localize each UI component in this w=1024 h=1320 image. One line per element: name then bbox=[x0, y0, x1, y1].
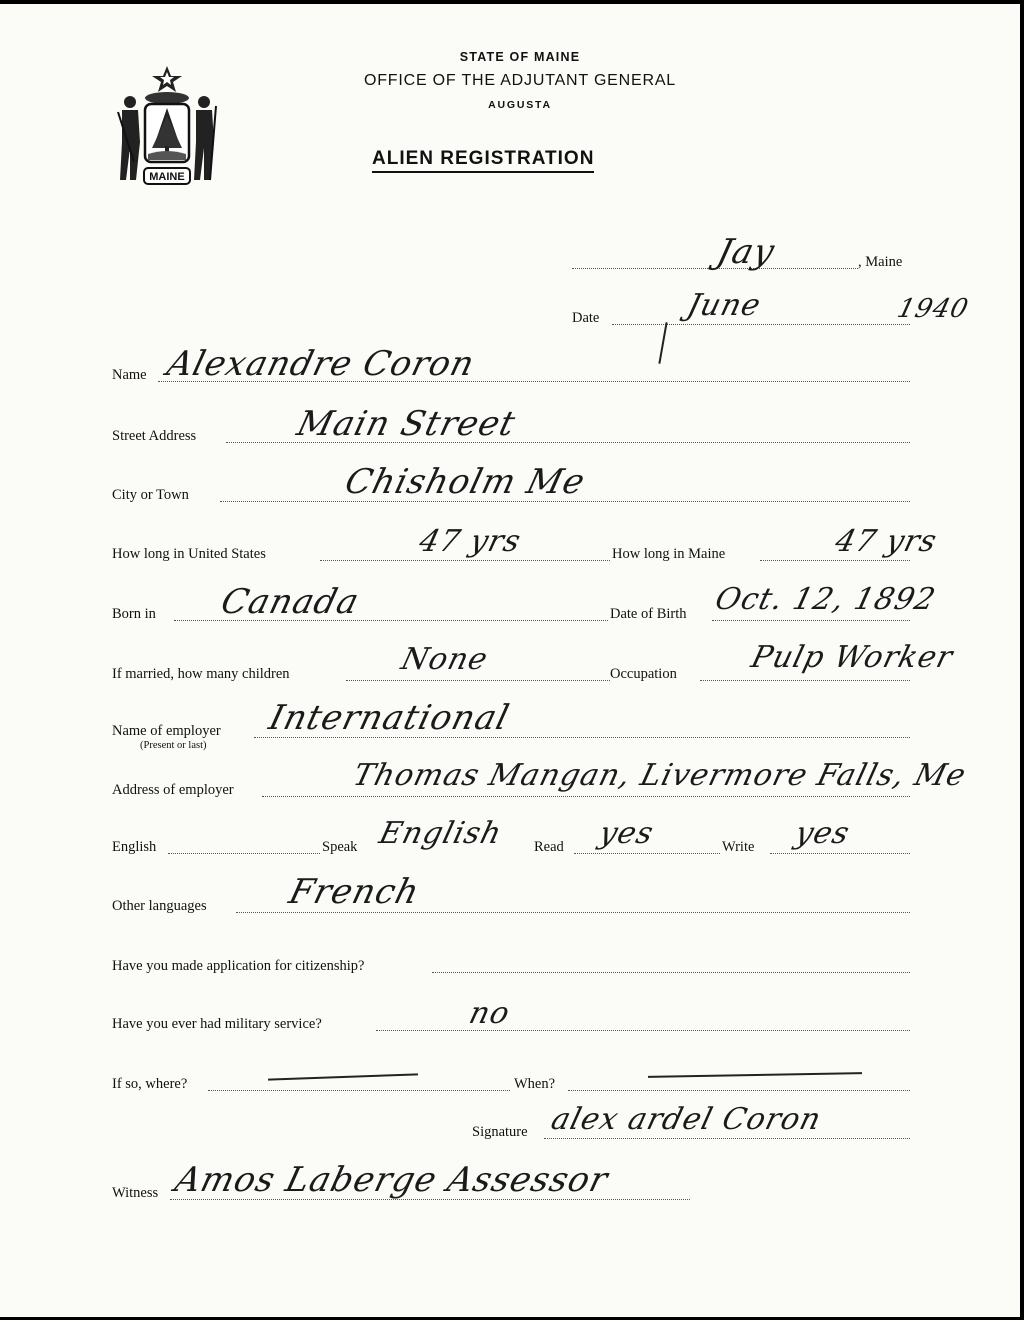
born-label: Born in bbox=[112, 606, 156, 622]
citizenship-label: Have you made application for citizenship? bbox=[112, 958, 365, 974]
where-dash bbox=[268, 1073, 418, 1080]
date-stroke bbox=[658, 322, 667, 364]
witness-label: Witness bbox=[112, 1185, 159, 1201]
other-languages-value: French bbox=[285, 872, 424, 912]
us-line bbox=[320, 560, 610, 561]
maine-label: How long in Maine bbox=[612, 546, 726, 562]
children-label: If married, how many children bbox=[112, 666, 290, 682]
date-month: June bbox=[683, 288, 765, 323]
military-value: no bbox=[465, 996, 514, 1031]
office-heading: OFFICE OF THE ADJUTANT GENERAL bbox=[363, 72, 677, 89]
date-label: Date bbox=[572, 310, 600, 326]
occupation-label: Occupation bbox=[610, 666, 677, 682]
employer-sublabel: (Present or last) bbox=[140, 740, 207, 751]
where-line bbox=[208, 1090, 510, 1091]
town-value: Jay bbox=[713, 232, 780, 272]
read-label: Read bbox=[534, 839, 564, 855]
dob-line bbox=[712, 620, 910, 621]
children-value: None bbox=[397, 642, 492, 677]
witness-value: Amos Laberge Assessor bbox=[171, 1160, 613, 1200]
when-dash bbox=[648, 1072, 862, 1078]
write-line bbox=[770, 853, 910, 854]
speak-value: English bbox=[375, 816, 506, 851]
citizenship-line bbox=[432, 972, 910, 973]
form-title: ALIEN REGISTRATION bbox=[372, 148, 594, 173]
dob-label: Date of Birth bbox=[610, 606, 687, 622]
years-us-value: 47 yrs bbox=[415, 524, 525, 559]
write-label: Write bbox=[722, 839, 755, 855]
other-languages-line bbox=[236, 912, 910, 913]
employer-label: Name of employer bbox=[112, 723, 221, 739]
state-heading: STATE OF MAINE bbox=[459, 50, 581, 64]
svg-text:MAINE: MAINE bbox=[149, 171, 185, 183]
signature-line bbox=[544, 1138, 910, 1139]
occupation-value: Pulp Worker bbox=[747, 640, 957, 675]
maine-line bbox=[760, 560, 910, 561]
military-label: Have you ever had military service? bbox=[112, 1016, 322, 1032]
when-label: When? bbox=[514, 1076, 556, 1092]
us-label: How long in United States bbox=[112, 546, 266, 562]
city-heading: AUGUSTA bbox=[488, 99, 552, 111]
signature-value: alex ardel Coron bbox=[547, 1102, 826, 1137]
signature-label: Signature bbox=[472, 1124, 528, 1140]
city-value: Chisholm Me bbox=[341, 462, 590, 502]
date-line bbox=[612, 324, 910, 325]
dob-value: Oct. 12, 1892 bbox=[711, 582, 940, 617]
years-maine-value: 47 yrs bbox=[831, 524, 941, 559]
read-line bbox=[574, 853, 720, 854]
speak-label: Speak bbox=[322, 839, 358, 855]
employer-value: International bbox=[265, 698, 514, 738]
occupation-line bbox=[700, 680, 910, 681]
other-languages-label: Other languages bbox=[112, 898, 207, 914]
write-value: yes bbox=[791, 816, 854, 851]
when-line bbox=[568, 1090, 910, 1091]
town-suffix: , Maine bbox=[858, 254, 903, 270]
where-label: If so, where? bbox=[112, 1076, 188, 1092]
street-label: Street Address bbox=[112, 428, 197, 444]
military-line bbox=[376, 1030, 910, 1031]
employer-address-label: Address of employer bbox=[112, 782, 234, 798]
children-line bbox=[346, 680, 610, 681]
maine-state-seal-icon bbox=[112, 62, 222, 192]
employer-address-line bbox=[262, 796, 910, 797]
english-label: English bbox=[112, 839, 157, 855]
english-line bbox=[168, 853, 320, 854]
street-value: Main Street bbox=[293, 404, 520, 444]
name-value: Alexandre Coron bbox=[163, 344, 479, 384]
city-label: City or Town bbox=[112, 487, 189, 503]
name-label: Name bbox=[112, 367, 147, 383]
read-value: yes bbox=[595, 816, 658, 851]
employer-address-value: Thomas Mangan, Livermore Falls, Me bbox=[349, 758, 970, 793]
date-year: 1940 bbox=[894, 294, 972, 324]
born-value: Canada bbox=[217, 582, 364, 622]
